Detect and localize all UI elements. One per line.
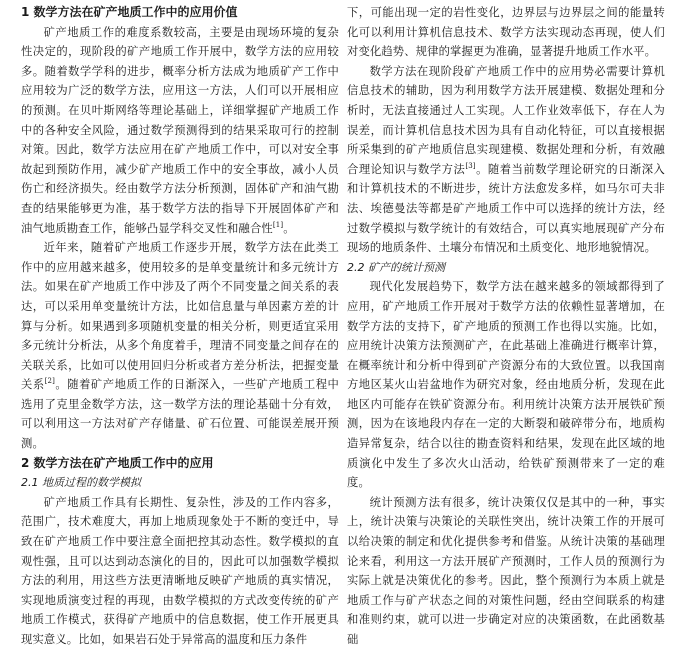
paragraph-continued: 下，可能出现一定的岩性变化，边界层与边界层之间的能量转化可以利用计算机信息技术、数学方法实现动态再现，使人们对变化趋势、规律的掌握更为准确，显著提升地质工作水平。 — [347, 6, 665, 59]
left-column — [21, 3, 339, 650]
paragraph-text: 数学方法在现阶段矿产地质工作中的应用势必需要计算机信息技术的辅助，因为利用数学方法开展建模、数据处理和分析时，无法直接通过人工实现。人工作业效率低下，存在人为误差，而计算机信息技术因为具有自动化特征，可以直接根据所采集到的矿产地质信息实现建模、数据处理和分析，有效融合理论知识与数学方法 — [347, 64, 665, 176]
paragraph: 现代化发展趋势下，数学方法在越来越多的领域都得到了应用，矿产地质工作开展对于数学方法的依赖性显著增加，在数学方法的支持下，矿产地质的预测工作也得以实施。比如，应用统计决策方法预测矿产，在此基础上准确进行概率计算，在概率统计和分析中得到矿产资源分布的大致位置。以我国南方地区某火山岩盆地作为研究对象，经由地质分析，发现在此地区内可能存在铁矿资源分布。利用统计决策方法开展铁矿预测，因为在该地段内存在一定的大断裂和破碎带分布，地质构造异常复杂，结合以往的勘查资料和结果，发现在此区域的地质演化中发生了多次火山活动，给铁矿预测带来了一定的难度。 — [347, 280, 665, 490]
citation: [1] — [272, 220, 284, 229]
subsection-2-2-heading: 2.2 矿产的统计预测 — [347, 260, 445, 274]
paragraph — [21, 23, 339, 239]
paragraph — [21, 238, 339, 454]
citation: [2] — [44, 377, 56, 386]
paragraph — [347, 62, 665, 258]
paragraph-text: 矿产地质工作的难度系数较高，主要是由现场环境的复杂性决定的，现阶段的矿产地质工作开展中，数学方法的应用较多。随着数学学科的进步，概率分析方法成为地质矿产工作中应用较为广泛的数学方法，应用这一方法，人们可以开展相应的预测。在贝叶斯网络等理论基础上，详细掌握矿产地质工作中的各种安全风险，通过数学预测得到的结果采取可行的控制对策。因此，数学方法应用在矿产地质工作中，可以对安全事故起到预防作用，减少矿产地质工作中的安全事故，减小人员伤亡和经济损失。经由数学方法分析预测，固体矿产和油气勘查的结果能够更为准，基于数学方法的指导下开展固体矿产和油气地质勘查工作，能够凸显学科交叉性和融合性 — [21, 25, 339, 235]
paragraph-text: 。随着矿产地质工作的日渐深入，一些矿产地质工程中选用了克里金数学方法，这一数学方法的理论基础十分有效，可以利用这一方法对矿产存储量、矿石位置、可能误差展开预测。 — [21, 378, 339, 451]
subsection-2-1-heading: 2.1 地质过程的数学模拟 — [21, 476, 141, 490]
citation: [3] — [465, 161, 476, 170]
paragraph-text: 近年来，随着矿产地质工作逐步开展，数学方法在此类工作中的应用越来越多，使用较多的是单变量统计和多元统计方法。如果在矿产地质工作中涉及了两个不同变量之间关系的表达，可以采用单变量统计方法，比如信息量与单因素方差的计算与分析。如果遇到多项随机变量的相关分析，则更适宜采用多元统计分析法，从多个角度着手，理清不同变量之间存在的关联关系，比如可以使用回归分析或者方差分析法，把握变量关系 — [21, 241, 339, 392]
paragraph-text: 。随着当前数学理论研究的日渐深入和计算机技术的不断进步，统计方法愈发多样，如马尔可夫非法、埃德曼法等都是矿产地质工作中可以选择的统计方法，经过数学模拟与数学统计的有效结合，可以真实地展现矿产分布现场的地质条件、土壤分布情况和土质变化、地形地貌情况。 — [347, 162, 665, 255]
section-1-heading: 1 数学方法在矿产地质工作中的应用价值 — [21, 5, 238, 19]
right-column — [347, 3, 665, 650]
paragraph: 统计预测方法有很多，统计决策仅仅是其中的一种，事实上，统计决策与决策论的关联性突出，统计决策工作的开展可以给决策的制定和优化提供参考和借鉴。从统计决策的基础理论来看，利用这一方法开展矿产预测时，工作人员的预测行为实际上就是决策优化的参考。因此，整个预测行为本质上就是地质工作与矿产状态之间的对策性问题，经由空间联系的构建和准则约束，就可以进一步确定对应的决策函数，在此函数基础 — [347, 495, 665, 646]
paragraph-text: 。 — [283, 221, 295, 235]
paragraph: 矿产地质工作具有长期性、复杂性，涉及的工作内容多，范围广，技术难度大，再加上地质现象处于不断的变迁中，导致在矿产地质工作中要注意全面把控其动态性。数学模拟的直观性强，且可以达到动态演化的目的，因此可以加强数学模拟方法的利用，用这些方法更清晰地反映矿产地质的真实情况，实现地质演变过程的再现，由数学模拟的方式改变传统的矿产地质工作模式，获得矿产地质中的信息数据，使工作开展更具现实意义。比如，如果岩石处于异常高的温度和压力条件 — [21, 495, 339, 646]
section-2-heading: 2 数学方法在矿产地质工作中的应用 — [21, 455, 214, 470]
